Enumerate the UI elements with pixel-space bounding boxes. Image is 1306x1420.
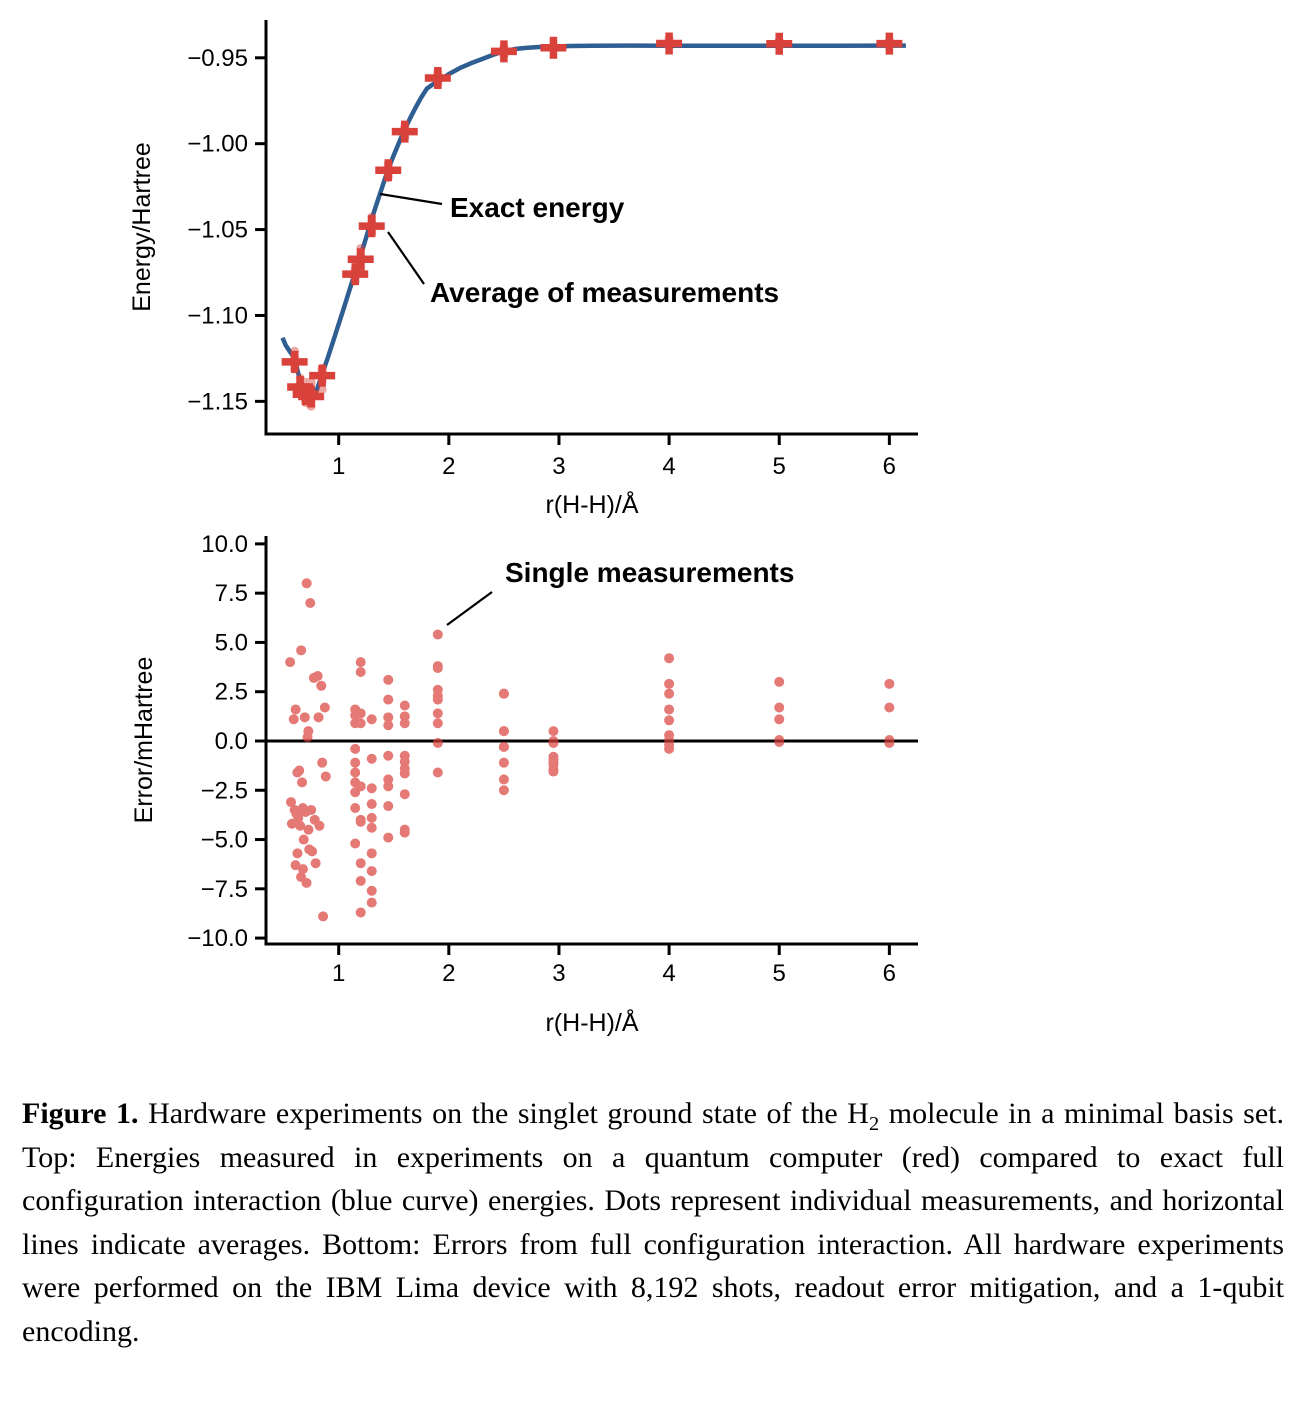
y-tick-label: −7.5 [200, 875, 248, 903]
average-plus-marker [359, 215, 385, 237]
measurement-dot [664, 715, 674, 725]
measurement-dot [350, 838, 360, 848]
measurement-dot [383, 720, 393, 730]
measurement-dot [303, 825, 313, 835]
x-tick-label: 3 [552, 453, 566, 480]
y-tick-label: 7.5 [214, 580, 248, 608]
measurement-dot [499, 774, 509, 784]
y-tick-label: 0.0 [214, 727, 248, 755]
y-axis-label: Energy/Hartree [128, 142, 156, 312]
average-plus-marker [876, 33, 902, 55]
measurement-dot [400, 828, 410, 838]
measurement-dot [884, 738, 894, 748]
measurement-dot [311, 858, 321, 868]
measurement-dot [356, 907, 366, 917]
y-tick-label: −5.0 [200, 826, 248, 854]
measurement-dot [314, 712, 324, 722]
measurement-dot [400, 718, 410, 728]
average-plus-marker [491, 40, 517, 62]
measurement-dot [664, 704, 674, 714]
measurement-dot [367, 783, 377, 793]
measurement-dot [356, 718, 366, 728]
measurement-dot [383, 781, 393, 791]
y-tick-label: −1.00 [187, 130, 248, 158]
measurement-dot [433, 708, 443, 718]
y-axis-label: Error/mHartree [130, 656, 158, 824]
average-plus-marker [766, 33, 792, 55]
measurement-dot [383, 695, 393, 705]
y-tick-label: −1.10 [187, 302, 248, 330]
measurement-dot [664, 653, 674, 663]
x-tick-label: 4 [662, 960, 676, 987]
measurement-dot [774, 737, 784, 747]
measurement-dot [367, 848, 377, 858]
measurement-dot [774, 677, 784, 687]
annotation-average-of-measurements: Average of measurements [430, 277, 780, 308]
y-tick-label: −0.95 [187, 44, 248, 72]
measurement-dot [383, 751, 393, 761]
measurement-dot [291, 704, 301, 714]
measurement-dot [303, 732, 313, 742]
measurement-dot [548, 767, 558, 777]
caption-text-2: molecule in a minimal basis set. Top: Energies measured in experiments on a quantum computer (red) compared to exact full configuration interaction (blue curve) energies. Dots represent individual measurements, and horizontal lines indicate averages. Bottom: Errors from full configuration interaction. All hardware experiments were performed on the IBM Lima device with 8,192 shots, readout error mitigation, and a 1-qubit encoding. [22, 1097, 1285, 1348]
measurement-dot [299, 835, 309, 845]
measurement-dot [400, 769, 410, 779]
measurement-dot [289, 714, 299, 724]
measurement-dot [664, 679, 674, 689]
measurement-dot [433, 663, 443, 673]
measurement-dot [400, 701, 410, 711]
x-tick-label: 2 [442, 960, 456, 987]
measurement-dot [367, 898, 377, 908]
measurement-dot [285, 657, 295, 667]
average-plus-marker [392, 121, 418, 143]
measurement-dot [499, 785, 509, 795]
x-tick-label: 5 [772, 960, 786, 987]
x-tick-label: 6 [882, 453, 897, 480]
y-tick-label: −1.05 [187, 216, 248, 244]
measurement-dot [321, 771, 331, 781]
x-tick-label: 5 [772, 453, 786, 480]
error-chart [130, 531, 918, 1037]
measurement-dot [383, 801, 393, 811]
x-tick-label: 1 [332, 453, 346, 480]
measurement-dot [292, 848, 302, 858]
x-tick-label: 6 [882, 960, 897, 987]
measurement-dot [664, 744, 674, 754]
measurement-dot [356, 876, 366, 886]
average-plus-marker [540, 37, 566, 59]
measurement-dot [367, 799, 377, 809]
measurement-dot [307, 846, 317, 856]
y-tick-label: 2.5 [214, 678, 248, 706]
measurement-dot [297, 777, 307, 787]
annotation-exact-energy: Exact energy [450, 192, 625, 223]
measurement-dot [884, 702, 894, 712]
x-tick-label: 1 [332, 960, 346, 987]
measurement-dot [433, 768, 443, 778]
caption-subscript: 2 [868, 1113, 880, 1135]
caption-label: Figure 1. [22, 1097, 139, 1130]
y-tick-label: −10.0 [187, 925, 248, 953]
measurement-dot [350, 758, 360, 768]
average-plus-marker [375, 159, 401, 181]
average-plus-marker [656, 32, 682, 54]
measurement-dot [774, 702, 784, 712]
measurement-dot [318, 911, 328, 921]
measurement-dot [350, 744, 360, 754]
measurement-dot [499, 689, 509, 699]
measurement-dot [314, 821, 324, 831]
measurement-dot [350, 803, 360, 813]
measurement-dot [367, 866, 377, 876]
measurement-dot [294, 766, 304, 776]
measurement-dot [300, 712, 310, 722]
measurement-dot [383, 675, 393, 685]
measurement-dot [884, 679, 894, 689]
x-tick-label: 2 [442, 453, 456, 480]
measurement-dot [356, 708, 366, 718]
measurement-dot [367, 754, 377, 764]
y-tick-label: −1.15 [187, 388, 248, 416]
measurement-dot [367, 886, 377, 896]
measurement-dot [350, 768, 360, 778]
measurement-dot [433, 718, 443, 728]
measurement-dot [306, 805, 316, 815]
measurement-dot [433, 738, 443, 748]
x-tick-label: 4 [662, 453, 676, 480]
x-axis-label: r(H-H)/Å [545, 1009, 639, 1037]
measurement-dot [548, 726, 558, 736]
measurement-dot [320, 702, 330, 712]
y-tick-label: −2.5 [200, 777, 248, 805]
annotation-single-measurements: Single measurements [505, 557, 795, 588]
measurement-dot [317, 758, 327, 768]
measurement-dot [499, 726, 509, 736]
leader-line [447, 592, 492, 625]
leader-line [380, 194, 442, 204]
caption-text-1: Hardware experiments on the singlet ground state of the H [138, 1097, 869, 1130]
x-axis-label: r(H-H)/Å [545, 491, 639, 519]
measurement-dot [433, 630, 443, 640]
y-tick-label: 5.0 [214, 629, 248, 657]
measurement-dot [367, 813, 377, 823]
measurement-dot [356, 858, 366, 868]
measurement-dot [356, 781, 366, 791]
measurement-dot [367, 714, 377, 724]
measurement-dot [400, 789, 410, 799]
measurement-dot [356, 817, 366, 827]
measurement-dot [296, 645, 306, 655]
measurement-dot [302, 578, 312, 588]
single-measurement-dots [285, 578, 894, 921]
measurement-dot [499, 742, 509, 752]
measurement-dot [499, 758, 509, 768]
energy-chart [128, 20, 918, 519]
measurement-dot [367, 823, 377, 833]
measurement-dot [548, 738, 558, 748]
figure-caption [22, 1092, 1284, 1353]
measurement-dot [305, 598, 315, 608]
measurement-dot [774, 714, 784, 724]
measurement-dot [383, 833, 393, 843]
measurement-dot [316, 681, 326, 691]
measurement-dot [292, 809, 302, 819]
measurement-dot [302, 878, 312, 888]
average-plus-marker [282, 351, 308, 373]
measurement-dot [664, 689, 674, 699]
measurement-dot [356, 657, 366, 667]
measurement-dot [433, 695, 443, 705]
measurement-dot [356, 667, 366, 677]
y-tick-label: 10.0 [201, 530, 248, 558]
measurement-dot [298, 864, 308, 874]
measurement-dot [313, 671, 323, 681]
leader-line [388, 232, 424, 284]
x-tick-label: 3 [552, 960, 566, 987]
